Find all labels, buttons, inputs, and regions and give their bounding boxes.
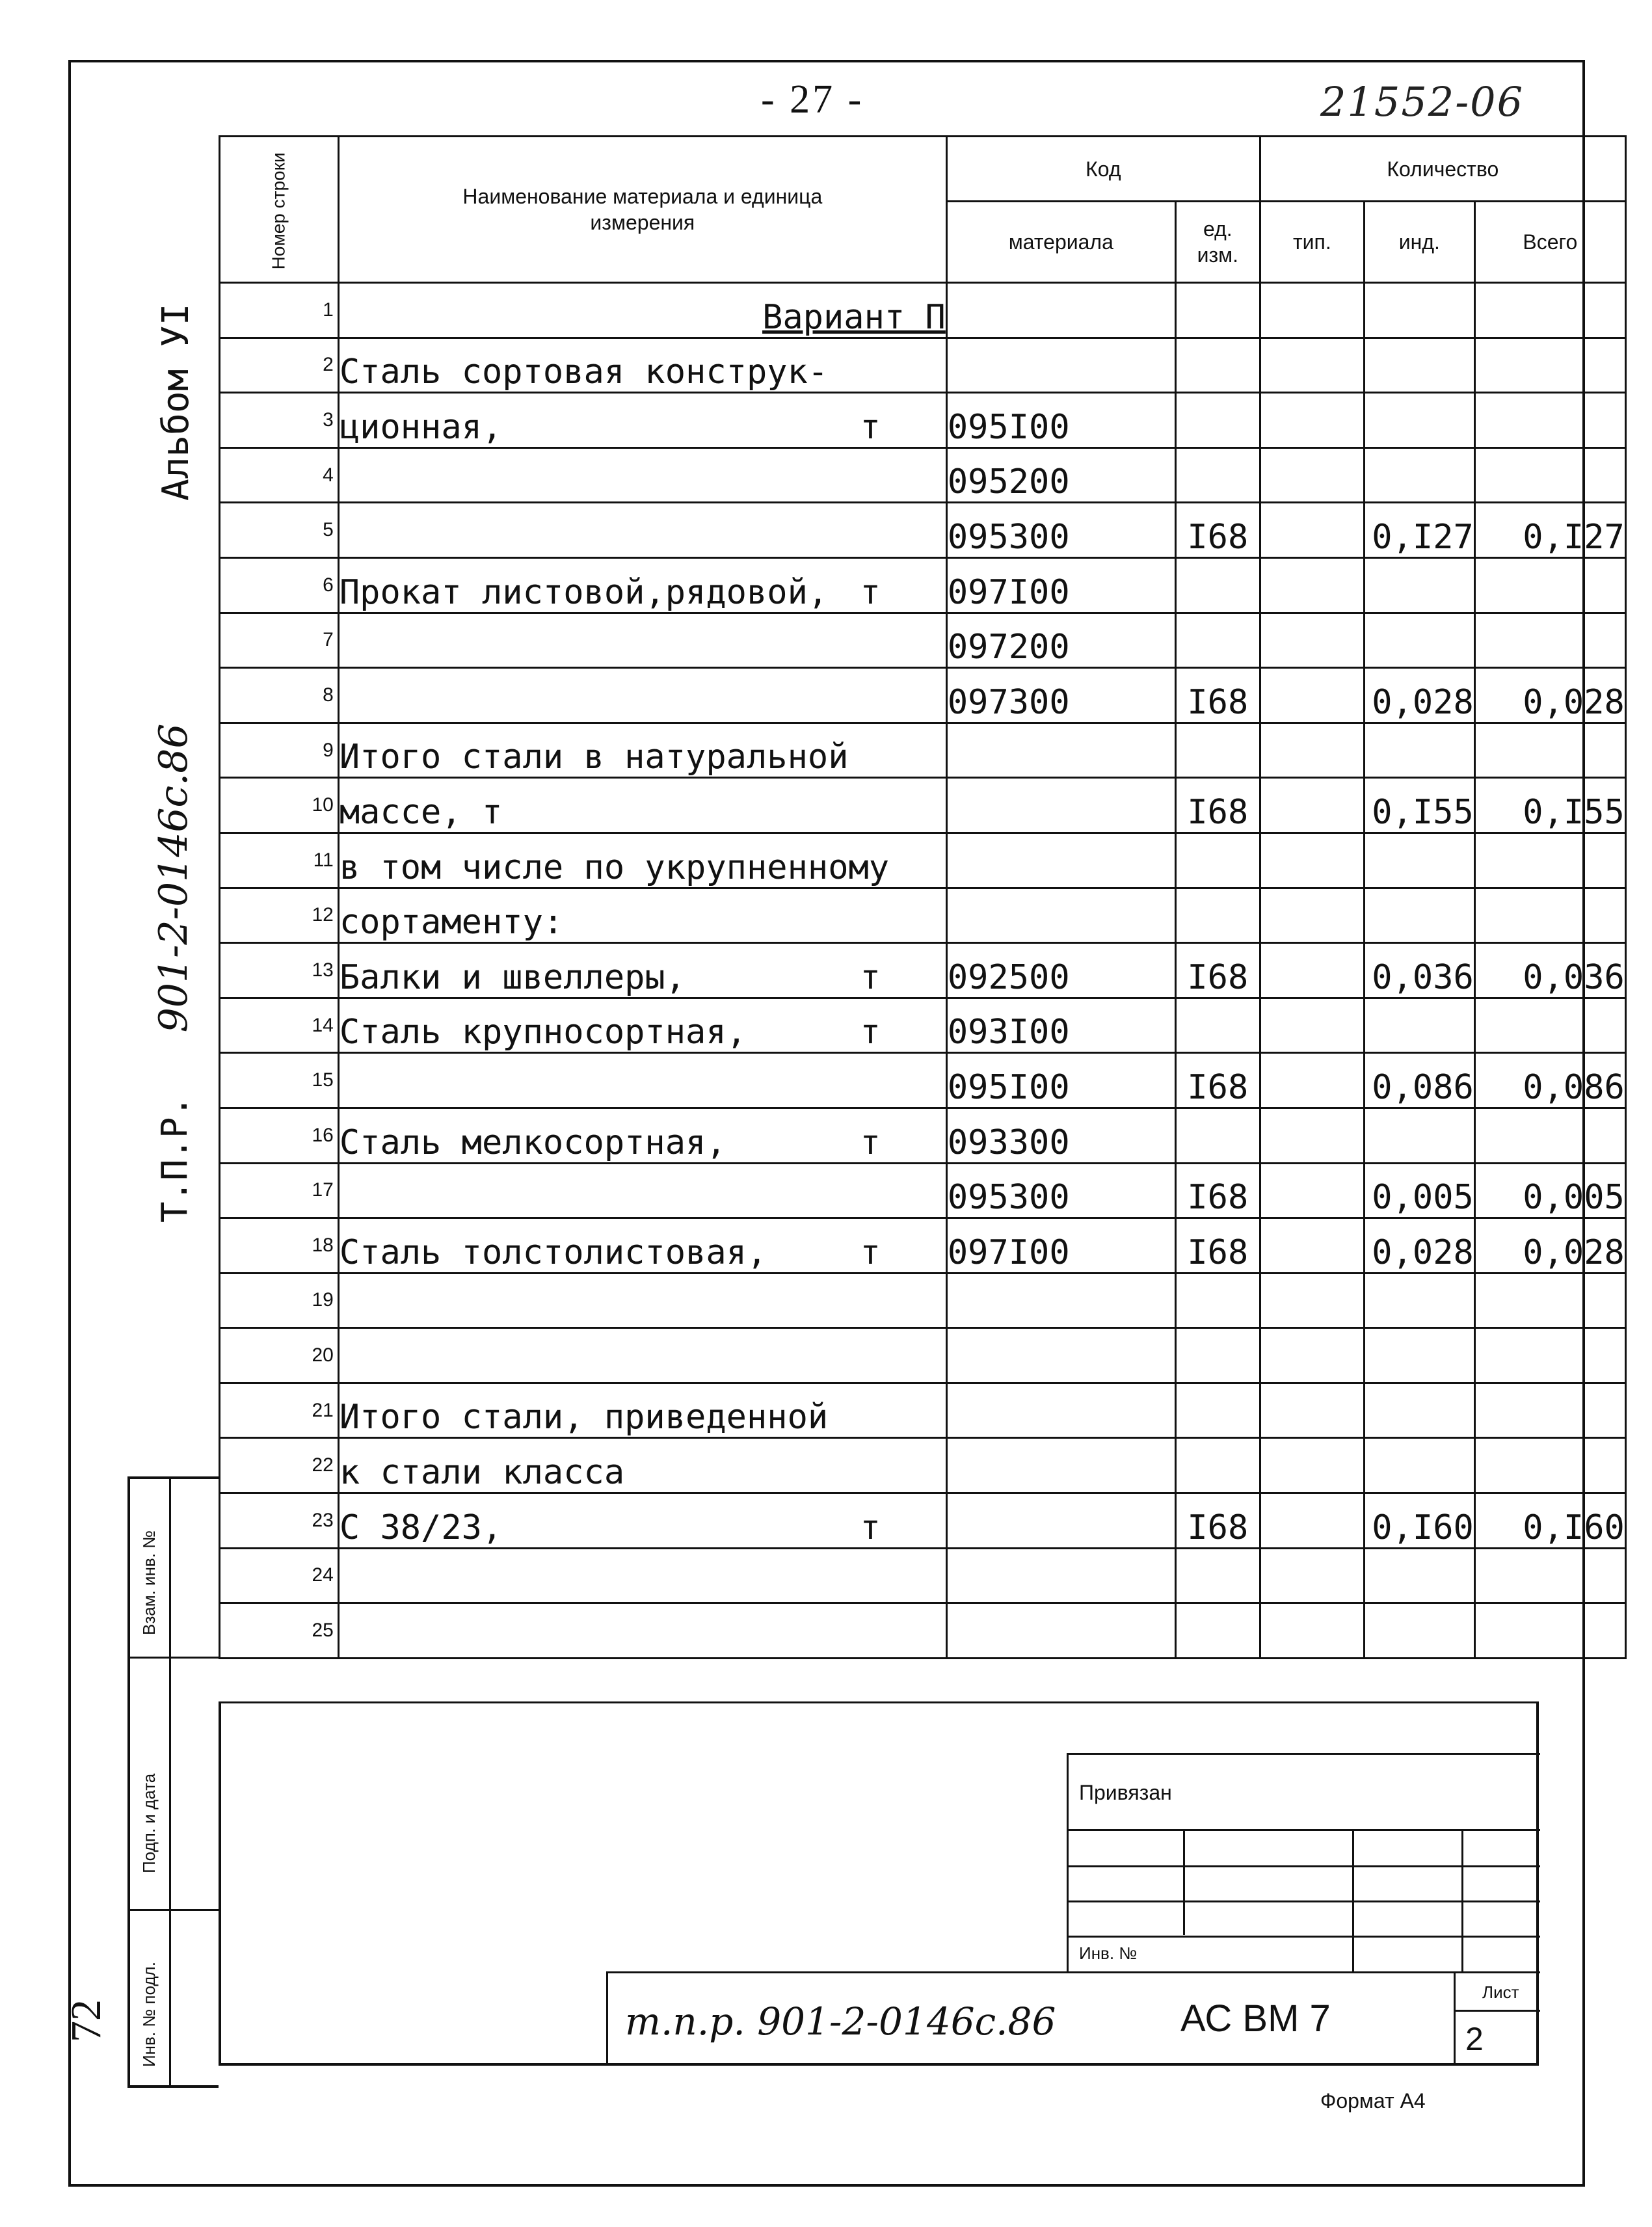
unit-code <box>1175 283 1260 338</box>
qty-total: 0,036 <box>1474 943 1625 998</box>
row-number: 4 <box>220 447 339 503</box>
qty-ind: 0,028 <box>1364 1218 1474 1274</box>
side-stamp-inv: Инв. № подл. <box>139 1962 159 2067</box>
doc-code: т.п.р. 901-2-0146с.86 <box>625 1999 1056 2044</box>
qty-total <box>1474 283 1625 338</box>
qty-type <box>1260 1383 1364 1438</box>
material-name: Итого стали, приведенной <box>339 1398 829 1437</box>
unit-code <box>1175 1328 1260 1383</box>
table-row <box>220 338 1626 393</box>
qty-type <box>1260 447 1364 503</box>
qty-total: 0,005 <box>1474 1163 1625 1218</box>
row-number: 24 <box>220 1548 339 1603</box>
material-unit: т <box>860 1123 881 1162</box>
qty-type <box>1260 1218 1364 1274</box>
qty-type <box>1260 1053 1364 1108</box>
table-row <box>220 778 1626 833</box>
qty-type <box>1260 1108 1364 1163</box>
material-name: Балки и швеллеры, <box>339 957 686 997</box>
table-row <box>220 998 1626 1053</box>
material-name-cell <box>338 998 946 1053</box>
material-name: сортаменту: <box>339 903 564 942</box>
qty-ind <box>1364 613 1474 668</box>
binding-box <box>1067 1753 1540 1971</box>
unit-code <box>1175 723 1260 778</box>
qty-ind <box>1364 1383 1474 1438</box>
qty-ind <box>1364 557 1474 613</box>
material-name: Сталь крупносортная, <box>339 1013 747 1052</box>
unit-code <box>1175 998 1260 1053</box>
qty-total <box>1474 1108 1625 1163</box>
unit-code <box>1175 833 1260 888</box>
material-name-cell <box>338 557 946 613</box>
qty-ind <box>1364 1328 1474 1383</box>
material-code <box>946 1548 1175 1603</box>
qty-type <box>1260 338 1364 393</box>
row-number: 22 <box>220 1438 339 1493</box>
qty-type <box>1260 943 1364 998</box>
unit-code: I68 <box>1175 943 1260 998</box>
qty-ind: 0,036 <box>1364 943 1474 998</box>
qty-total <box>1474 1328 1625 1383</box>
row-number: 15 <box>220 1053 339 1108</box>
material-name-cell <box>338 613 946 668</box>
unit-code <box>1175 1438 1260 1493</box>
table-row <box>220 668 1626 723</box>
qty-ind <box>1364 1548 1474 1603</box>
qty-ind <box>1364 1273 1474 1328</box>
material-code: 097300 <box>946 668 1175 723</box>
qty-total <box>1474 833 1625 888</box>
material-code <box>946 1273 1175 1328</box>
table-row <box>220 1163 1626 1218</box>
table-row <box>220 283 1626 338</box>
qty-total <box>1474 1273 1625 1328</box>
qty-total: 0,028 <box>1474 1218 1625 1274</box>
binding-label: Привязан <box>1079 1781 1172 1804</box>
material-name-cell <box>338 1438 946 1493</box>
qty-type <box>1260 888 1364 943</box>
qty-type <box>1260 283 1364 338</box>
unit-code <box>1175 557 1260 613</box>
row-number: 5 <box>220 503 339 558</box>
material-code <box>946 723 1175 778</box>
header-qty-type: тип. <box>1260 202 1364 283</box>
material-name-cell <box>338 1548 946 1603</box>
qty-total: 0,028 <box>1474 668 1625 723</box>
header-qty-ind: инд. <box>1364 202 1474 283</box>
qty-type <box>1260 557 1364 613</box>
material-code <box>946 283 1175 338</box>
row-number: 20 <box>220 1328 339 1383</box>
album-label: Альбом УI <box>155 303 197 501</box>
material-code <box>946 338 1175 393</box>
qty-ind <box>1364 447 1474 503</box>
header-quantity-group: Количество <box>1260 137 1625 202</box>
unit-code <box>1175 338 1260 393</box>
materials-table <box>219 135 1627 1659</box>
qty-ind <box>1364 998 1474 1053</box>
inventory-label: Инв. № <box>1079 1943 1138 1963</box>
qty-ind: 0,028 <box>1364 668 1474 723</box>
row-number: 14 <box>220 998 339 1053</box>
qty-ind <box>1364 338 1474 393</box>
unit-code <box>1175 1548 1260 1603</box>
material-name: Сталь сортовая конструк- <box>339 353 829 392</box>
material-name-cell <box>338 888 946 943</box>
row-number: 3 <box>220 393 339 448</box>
unit-code <box>1175 447 1260 503</box>
unit-code <box>1175 393 1260 448</box>
material-code <box>946 888 1175 943</box>
qty-type <box>1260 668 1364 723</box>
qty-type <box>1260 1438 1364 1493</box>
material-name-cell <box>338 338 946 393</box>
material-code: 095300 <box>946 1163 1175 1218</box>
material-name-cell <box>338 1218 946 1274</box>
material-code: 093I00 <box>946 998 1175 1053</box>
qty-ind: 0,086 <box>1364 1053 1474 1108</box>
material-name: Вариант П <box>762 297 946 337</box>
table-body <box>220 283 1626 1659</box>
unit-code: I68 <box>1175 503 1260 558</box>
material-name-cell <box>338 503 946 558</box>
row-number: 17 <box>220 1163 339 1218</box>
qty-type <box>1260 393 1364 448</box>
material-name-cell <box>338 283 946 338</box>
qty-total <box>1474 613 1625 668</box>
sheet-value: 2 <box>1465 2021 1484 2057</box>
table-row <box>220 1108 1626 1163</box>
row-number: 16 <box>220 1108 339 1163</box>
qty-total <box>1474 888 1625 943</box>
material-code: 093300 <box>946 1108 1175 1163</box>
title-box <box>606 1971 1540 2065</box>
sheet-number-side: 72 <box>62 1999 110 2042</box>
table-row <box>220 503 1626 558</box>
material-code <box>946 1328 1175 1383</box>
row-number: 8 <box>220 668 339 723</box>
qty-ind: 0,I55 <box>1364 778 1474 833</box>
unit-code <box>1175 613 1260 668</box>
row-number: 23 <box>220 1493 339 1549</box>
row-number: 18 <box>220 1218 339 1274</box>
material-name-cell <box>338 1273 946 1328</box>
material-code: 097I00 <box>946 1218 1175 1274</box>
qty-total <box>1474 1603 1625 1659</box>
material-code: 095I00 <box>946 393 1175 448</box>
qty-total <box>1474 338 1625 393</box>
material-name-cell <box>338 943 946 998</box>
material-code: 095200 <box>946 447 1175 503</box>
table-row <box>220 1548 1626 1603</box>
qty-ind <box>1364 283 1474 338</box>
material-code <box>946 1383 1175 1438</box>
qty-ind <box>1364 1438 1474 1493</box>
qty-type <box>1260 998 1364 1053</box>
material-name-cell <box>338 447 946 503</box>
row-number: 7 <box>220 613 339 668</box>
qty-total <box>1474 447 1625 503</box>
table-row <box>220 888 1626 943</box>
table-row <box>220 1603 1626 1659</box>
material-code <box>946 1603 1175 1659</box>
qty-ind <box>1364 393 1474 448</box>
table-row <box>220 833 1626 888</box>
header-row-number: Номер строки <box>220 137 339 283</box>
table-row <box>220 1328 1626 1383</box>
table-row <box>220 1218 1626 1274</box>
material-name: Итого стали в натуральной <box>339 738 849 777</box>
qty-ind: 0,I27 <box>1364 503 1474 558</box>
material-code: 097200 <box>946 613 1175 668</box>
material-name-cell <box>338 1328 946 1383</box>
header-code-group: Код <box>946 137 1260 202</box>
material-unit: т <box>860 572 881 612</box>
unit-code: I68 <box>1175 1053 1260 1108</box>
row-number: 21 <box>220 1383 339 1438</box>
unit-code <box>1175 1603 1260 1659</box>
row-number: 9 <box>220 723 339 778</box>
qty-type <box>1260 1603 1364 1659</box>
qty-ind: 0,005 <box>1364 1163 1474 1218</box>
qty-total: 0,086 <box>1474 1053 1625 1108</box>
qty-total <box>1474 723 1625 778</box>
material-name-cell <box>338 393 946 448</box>
table-row <box>220 557 1626 613</box>
row-number: 2 <box>220 338 339 393</box>
qty-ind <box>1364 833 1474 888</box>
qty-total: 0,I55 <box>1474 778 1625 833</box>
format-label: Формат А4 <box>1320 2089 1426 2113</box>
material-name: массе, т <box>339 792 503 832</box>
table-row <box>220 447 1626 503</box>
qty-total <box>1474 1383 1625 1438</box>
material-name-cell <box>338 723 946 778</box>
header-name: Наименование материала и единица измерения <box>338 137 946 283</box>
unit-code: I68 <box>1175 1493 1260 1549</box>
header-code-unit: ед. изм. <box>1175 202 1260 283</box>
qty-type <box>1260 503 1364 558</box>
material-name: Сталь толстолистовая, <box>339 1233 767 1272</box>
table-row <box>220 1383 1626 1438</box>
material-name-cell <box>338 1603 946 1659</box>
table-row <box>220 943 1626 998</box>
material-name: к стали класса <box>339 1453 625 1493</box>
series-label <box>151 723 196 1223</box>
qty-total: 0,I27 <box>1474 503 1625 558</box>
series-prefix: Т.П.Р. <box>154 1095 195 1223</box>
qty-type <box>1260 778 1364 833</box>
material-name-cell <box>338 668 946 723</box>
qty-type <box>1260 1493 1364 1549</box>
material-name: ционная, <box>339 407 503 447</box>
qty-ind <box>1364 1108 1474 1163</box>
material-name-cell <box>338 1493 946 1549</box>
unit-code <box>1175 888 1260 943</box>
material-code: 092500 <box>946 943 1175 998</box>
row-number: 19 <box>220 1273 339 1328</box>
doc-mark: АС ВМ 7 <box>1180 1997 1331 2040</box>
material-name: Сталь мелкосортная, <box>339 1123 726 1162</box>
sheet-label: Лист <box>1482 1982 1519 2002</box>
qty-total <box>1474 1548 1625 1603</box>
qty-total <box>1474 1438 1625 1493</box>
material-unit: т <box>860 1233 881 1272</box>
page-number: - 27 - <box>761 77 864 122</box>
material-unit: т <box>860 407 881 447</box>
row-number: 11 <box>220 833 339 888</box>
header-code-material: материала <box>946 202 1175 283</box>
table-row <box>220 1493 1626 1549</box>
qty-ind: 0,I60 <box>1364 1493 1474 1549</box>
row-number: 12 <box>220 888 339 943</box>
unit-code: I68 <box>1175 1163 1260 1218</box>
material-unit: т <box>860 957 881 997</box>
row-number: 10 <box>220 778 339 833</box>
side-stamp-vzam: Взам. инв. № <box>130 1479 219 1659</box>
table-row <box>220 1053 1626 1108</box>
material-name-cell <box>338 833 946 888</box>
side-stamp-podp: Подп. и дата <box>130 1659 219 1911</box>
table-row <box>220 613 1626 668</box>
row-number: 1 <box>220 283 339 338</box>
unit-code <box>1175 1273 1260 1328</box>
unit-code: I68 <box>1175 668 1260 723</box>
material-code <box>946 833 1175 888</box>
qty-type <box>1260 1273 1364 1328</box>
table-row <box>220 393 1626 448</box>
qty-total <box>1474 393 1625 448</box>
material-name: С 38/23, <box>339 1508 503 1547</box>
material-unit: т <box>860 1013 881 1052</box>
material-name: Прокат листовой,рядовой, <box>339 572 829 612</box>
material-code: 095300 <box>946 503 1175 558</box>
table-row <box>220 1273 1626 1328</box>
qty-type <box>1260 1328 1364 1383</box>
material-code <box>946 1493 1175 1549</box>
qty-type <box>1260 1163 1364 1218</box>
material-name: в том числе по укрупненному <box>339 847 890 887</box>
row-number: 25 <box>220 1603 339 1659</box>
side-stamp <box>127 1476 219 2088</box>
material-code: 095I00 <box>946 1053 1175 1108</box>
qty-type <box>1260 723 1364 778</box>
qty-total <box>1474 998 1625 1053</box>
table-row <box>220 1438 1626 1493</box>
unit-code: I68 <box>1175 1218 1260 1274</box>
row-number: 13 <box>220 943 339 998</box>
qty-type <box>1260 1548 1364 1603</box>
title-block <box>219 1701 1539 2066</box>
qty-type <box>1260 833 1364 888</box>
series-code: 901-2-0146с.86 <box>151 723 196 1033</box>
material-name-cell <box>338 1163 946 1218</box>
material-unit: т <box>860 1508 881 1547</box>
unit-code <box>1175 1383 1260 1438</box>
document-id: 21552-06 <box>1320 78 1525 126</box>
material-name-cell <box>338 778 946 833</box>
qty-ind <box>1364 723 1474 778</box>
qty-total <box>1474 557 1625 613</box>
material-name-cell <box>338 1053 946 1108</box>
qty-total: 0,I60 <box>1474 1493 1625 1549</box>
qty-type <box>1260 613 1364 668</box>
material-code <box>946 1438 1175 1493</box>
material-code: 097I00 <box>946 557 1175 613</box>
qty-ind <box>1364 888 1474 943</box>
header-qty-total: Всего <box>1474 202 1625 283</box>
table-row <box>220 723 1626 778</box>
material-code <box>946 778 1175 833</box>
material-name-cell <box>338 1108 946 1163</box>
material-name-cell <box>338 1383 946 1438</box>
qty-ind <box>1364 1603 1474 1659</box>
unit-code: I68 <box>1175 778 1260 833</box>
row-number: 6 <box>220 557 339 613</box>
unit-code <box>1175 1108 1260 1163</box>
